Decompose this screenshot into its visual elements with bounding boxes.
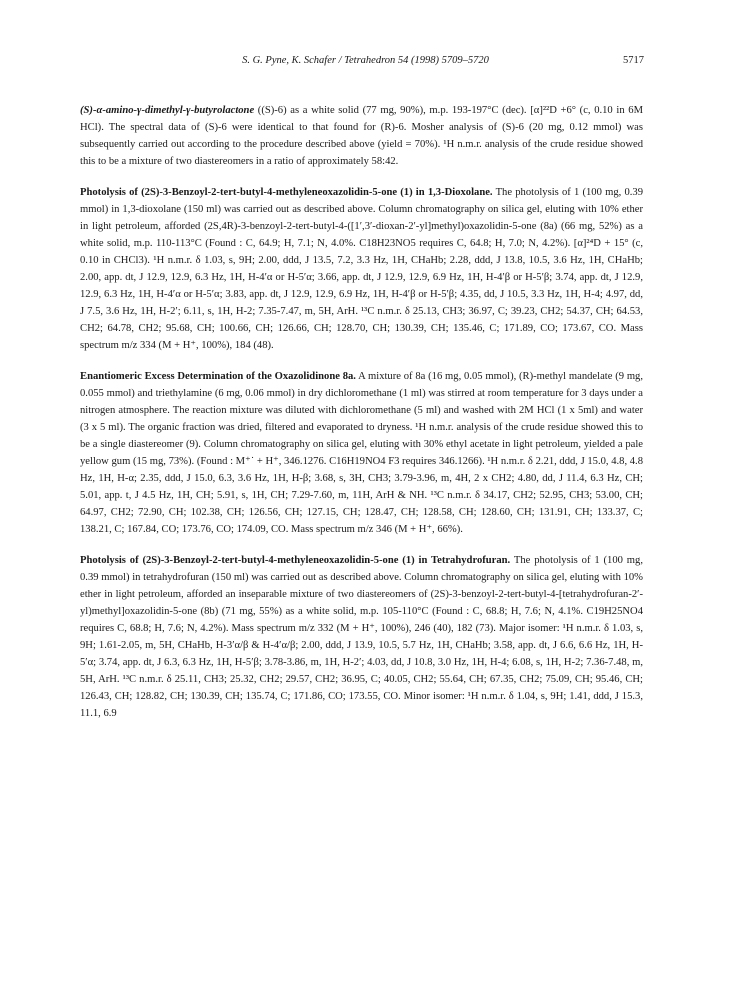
- paragraph-body: A mixture of 8a (16 mg, 0.05 mmol), (R)-methyl mandelate (9 mg, 0.055 mmol) and triethylamine (6 mg, 0.06 mmol) in dry dichloromethane (1 ml) was stirred at room temperature for 3 days under a nitrogen atmosphere. The reaction mixture was diluted with dichloromethane (5 ml) and washed with 2M HCl (1 x 5ml) and water (3 x 5 ml). The organic fraction was dried, filtered and evaporated to dryness. ¹H n.m.r. analysis of the crude residue showed this to be a single diastereomer (9). Column chromatography on silica gel, eluting with 30% ethyl acetate in light petroleum, yielded a pale yellow gum (15 mg, 73%). (Found : M⁺˙ + H⁺, 346.1276. C16H19NO4 F3 requires 346.1266). ¹H n.m.r. δ 2.21, ddd, J 15.0, 4.8, 4.8 Hz, 1H, H-α; 2.35, ddd, J 15.0, 6.3, 3.6 Hz, 1H, H-β; 3.68, s, 3H, CH3; 3.79-3.96, m, 4H, 2 x CH2; 4.80, dd, J 11.4, 6.3 Hz, CH; 5.01, app. t, J 4.5 Hz, 1H, CH; 5.91, s, 1H, CH; 7.29-7.60, m, 11H, ArH & NH. ¹³C n.m.r. δ 34.17, CH2; 52.95, CH3; 53.00, CH; 64.97, CH2; 72.90, CH; 102.38, CH; 126.56, CH; 127.15, CH; 128.47, CH; 128.58, CH; 128.60, CH; 131.91, CH; 133.37, C; 138.21, C; 167.84, CO; 173.76, CO; 174.09, CO. Mass spectrum m/z 346 (M + H⁺, 66%).: [80, 371, 643, 535]
- running-header: [0, 55, 731, 71]
- section-heading: Photolysis of (2S)-3-Benzoyl-2-tert-butyl-4-methyleneoxazolidin-5-one (1) in Tetrahydrofuran.: [80, 555, 511, 566]
- paragraph-ee-determination: [80, 368, 643, 538]
- page-number: 5717: [623, 55, 644, 66]
- body-text: [80, 102, 643, 736]
- section-heading: Enantiomeric Excess Determination of the Oxazolidinone 8a.: [80, 371, 356, 382]
- compound-name: (S)-α-amino-γ-dimethyl-γ-butyrolactone: [80, 105, 255, 116]
- paragraph-body: ((S)-6) as a white solid (77 mg, 90%), m.p. 193-197°C (dec). [α]²²D +6° (c, 0.10 in 6M HCl). The spectral data of (S)-6 were identical to that found for (R)-6. Mosher analysis of (S)-6 (20 mg, 0.12 mmol) was subsequently carried out according to the procedure described above (yield = 70%). ¹H n.m.r. analysis of the crude residue showed this to be a mixture of two diastereomers in a ratio of approximately 58:42.: [80, 105, 643, 167]
- section-heading: Photolysis of (2S)-3-Benzoyl-2-tert-butyl-4-methyleneoxazolidin-5-one (1) in 1,3-Dioxolane.: [80, 187, 493, 198]
- paragraph-body: The photolysis of 1 (100 mg, 0.39 mmol) in tetrahydrofuran (150 ml) was carried out as described above. Column chromatography on silica gel, eluting with 10% ether in light petroleum, afforded an inseparable mixture of two diastereomers of (2S)-3-benzoyl-2-tert-butyl-4-[tetrahydrofuran-2′-yl)methyl]oxazolidin-5-one (8b) (71 mg, 55%) as a white solid, m.p. 105-110°C (Found : C, 68.8; H, 7.6; N, 4.1%. C19H25NO4 requires C, 68.8; H, 7.6; N, 4.2%). Mass spectrum m/z 332 (M + H⁺, 100%), 246 (40), 182 (73). Major isomer: ¹H n.m.r. δ 1.03, s, 9H; 1.61-2.05, m, 5H, CHaHb, H-3′α/β & H-4′α/β; 2.00, ddd, J 13.9, 10.5, 5.7 Hz, 1H, CHaHb; 3.58, app. dt, J 6.6, 6.6 Hz, 1H, H-5′α; 3.74, app. dt, J 6.3, 6.3 Hz, 1H, H-5′β; 3.78-3.86, m, 1H, H-2′; 4.03, dd, J 10.8, 3.0 Hz, 1H, H-4; 6.08, s, 1H, H-2; 7.36-7.48, m, 5H, ArH. ¹³C n.m.r. δ 25.11, CH3; 25.32, CH2; 29.57, CH2; 36.95, C; 40.05, CH2; 55.64, CH; 67.35, CH2; 75.09, CH; 95.46, CH; 126.43, CH; 128.82, CH; 130.39, CH; 135.74, C; 171.86, CO; 173.55, CO. Minor isomer: ¹H n.m.r. δ 1.04, s, 9H; 1.41, ddd, J 15.3, 11.1, 6.9: [80, 555, 643, 719]
- running-title: S. G. Pyne, K. Schafer / Tetrahedron 54 (1998) 5709–5720: [242, 55, 489, 66]
- paragraph-body: The photolysis of 1 (100 mg, 0.39 mmol) in 1,3-dioxolane (150 ml) was carried out as described above. Column chromatography on silica gel, eluting with 10% ether in light petroleum, afforded (2S,4R)-3-benzoyl-2-tert-butyl-4-([1′,3′-dioxan-2′-yl]methyl)oxazolidin-5-one (8a) (66 mg, 52%) as a white solid, m.p. 110-113°C (Found : C, 64.9; H, 7.1; N, 4.0%. C18H23NO5 requires C, 64.8; H, 7.0; N, 4.2%). [α]²⁴D + 15° (c, 0.10 in CHCl3). ¹H n.m.r. δ 1.03, s, 9H; 2.00, ddd, J 13.5, 7.2, 3.3 Hz, 1H, CHaHb; 2.28, ddd, J 13.8, 10.5, 3.6 Hz, 1H, CHaHb; 2.00, app. dt, J 12.9, 12.9, 6.3 Hz, 1H, H-4′α or H-5′α; 3.66, app. dt, J 12.9, 12.9, 6.9 Hz, 1H, H-4′β or H-5′β; 3.74, app. dt, J 12.9, 12.9, 6.3 Hz, 1H, H-4′α or H-5′α; 3.83, app. dt, J 12.9, 12.9, 6.9 Hz, 1H, H-4′β or H-5′β; 4.35, dd, J 10.5, 3.3 Hz, 1H, H-4; 4.97, dd, J 7.5, 3.6 Hz, 1H, H-2′; 6.11, s, 1H, H-2; 7.35-7.47, m, 5H, ArH. ¹³C n.m.r. δ 25.13, CH3; 36.97, C; 39.23, CH2; 54.37, CH; 64.53, CH2; 64.78, CH2; 95.68, CH; 100.66, CH; 126.66, CH; 128.70, CH; 130.39, CH; 135.46, C; 171.89, CO; 173.67, CO. Mass spectrum m/z 334 (M + H⁺, 100%), 184 (48).: [80, 187, 643, 351]
- paragraph-photolysis-dioxolane: [80, 184, 643, 354]
- paragraph-lactone: [80, 102, 643, 170]
- paragraph-photolysis-thf: [80, 552, 643, 722]
